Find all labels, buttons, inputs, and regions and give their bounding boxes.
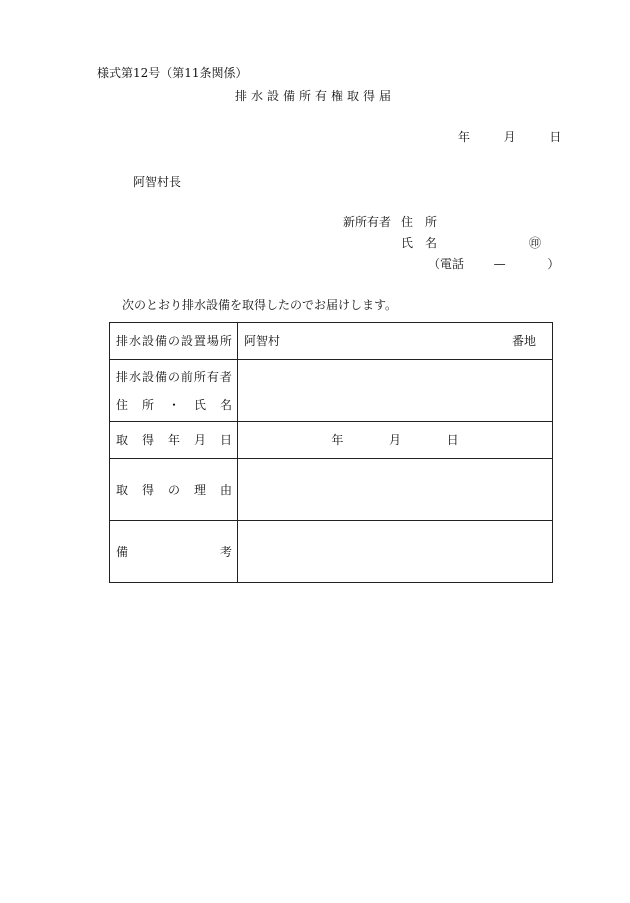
label-char: 取 bbox=[116, 433, 129, 447]
submission-date bbox=[458, 130, 561, 144]
acquisition-day-label: 日 bbox=[446, 433, 459, 447]
table-row bbox=[110, 521, 553, 583]
date-year-label: 年 bbox=[458, 130, 471, 144]
remarks-label bbox=[110, 521, 238, 583]
label-char: 名 bbox=[219, 397, 232, 412]
label-char: 水 bbox=[128, 369, 141, 384]
document-title: 排水設備所有権取得届 bbox=[234, 89, 395, 103]
location-village: 阿智村 bbox=[244, 334, 281, 348]
label-char: の bbox=[167, 334, 180, 348]
label-char: 住 bbox=[116, 397, 129, 412]
label-char: 設 bbox=[141, 334, 154, 348]
phone-open: （電話 bbox=[428, 257, 465, 271]
label-char: 排 bbox=[116, 369, 129, 384]
table-row bbox=[110, 323, 553, 360]
label-char: 備 bbox=[154, 334, 167, 348]
label-char: 場 bbox=[206, 334, 219, 348]
previous-owner-field[interactable] bbox=[238, 360, 553, 422]
acquisition-year-label: 年 bbox=[331, 433, 344, 447]
label-char: 日 bbox=[219, 433, 232, 447]
label-char: 設 bbox=[141, 369, 154, 384]
seal-mark: ㊞ bbox=[529, 236, 542, 250]
label-char: 設 bbox=[180, 334, 193, 348]
label-char: 所 bbox=[219, 334, 232, 348]
owner-name-label: 氏 名 bbox=[401, 236, 438, 250]
addressee: 阿智村長 bbox=[133, 175, 182, 189]
table-row bbox=[110, 459, 553, 521]
label-char: 由 bbox=[219, 482, 232, 497]
label-char: の bbox=[167, 369, 180, 384]
label-char: 得 bbox=[141, 433, 154, 447]
label-char: 得 bbox=[141, 482, 154, 497]
previous-owner-label bbox=[110, 360, 238, 422]
remarks-field[interactable] bbox=[238, 521, 553, 583]
label-char: 所 bbox=[141, 397, 154, 412]
label-char: の bbox=[167, 482, 180, 497]
phone-close: ） bbox=[547, 257, 560, 271]
label-char: 有 bbox=[206, 369, 219, 384]
label-char: 者 bbox=[219, 369, 232, 384]
label-char: 備 bbox=[154, 369, 167, 384]
label-char: 置 bbox=[193, 334, 206, 348]
form-number: 様式第12号（第11条関係） bbox=[97, 66, 248, 80]
label-char: 年 bbox=[167, 433, 180, 447]
new-owner-label: 新所有者 bbox=[343, 215, 392, 229]
date-day-label: 日 bbox=[549, 130, 562, 144]
date-month-label: 月 bbox=[503, 130, 516, 144]
acquisition-reason-field[interactable] bbox=[238, 459, 553, 521]
label-char: 考 bbox=[219, 544, 232, 559]
label-char: 備 bbox=[116, 544, 129, 559]
owner-phone bbox=[428, 257, 559, 271]
acquisition-form-table bbox=[109, 322, 553, 583]
owner-address-label: 住 所 bbox=[401, 215, 438, 229]
label-char: 所 bbox=[193, 369, 206, 384]
label-char: 月 bbox=[193, 433, 206, 447]
label-char: 排 bbox=[116, 334, 129, 348]
phone-dash: — bbox=[493, 257, 506, 271]
label-char: 前 bbox=[180, 369, 193, 384]
label-char: 水 bbox=[128, 334, 141, 348]
table-row bbox=[110, 360, 553, 422]
installation-location-label bbox=[110, 323, 238, 360]
acquisition-reason-label bbox=[110, 459, 238, 521]
intro-text: 次のとおり排水設備を取得したのでお届けします。 bbox=[122, 298, 398, 312]
acquisition-date-label bbox=[110, 422, 238, 459]
label-char: 氏 bbox=[193, 397, 206, 412]
acquisition-date-field[interactable] bbox=[238, 422, 553, 459]
installation-location-field[interactable] bbox=[238, 323, 553, 360]
label-char: ・ bbox=[167, 397, 180, 412]
label-char: 理 bbox=[193, 482, 206, 497]
label-char: 取 bbox=[116, 482, 129, 497]
table-row bbox=[110, 422, 553, 459]
acquisition-month-label: 月 bbox=[388, 433, 401, 447]
location-lot-number: 番地 bbox=[511, 334, 536, 348]
